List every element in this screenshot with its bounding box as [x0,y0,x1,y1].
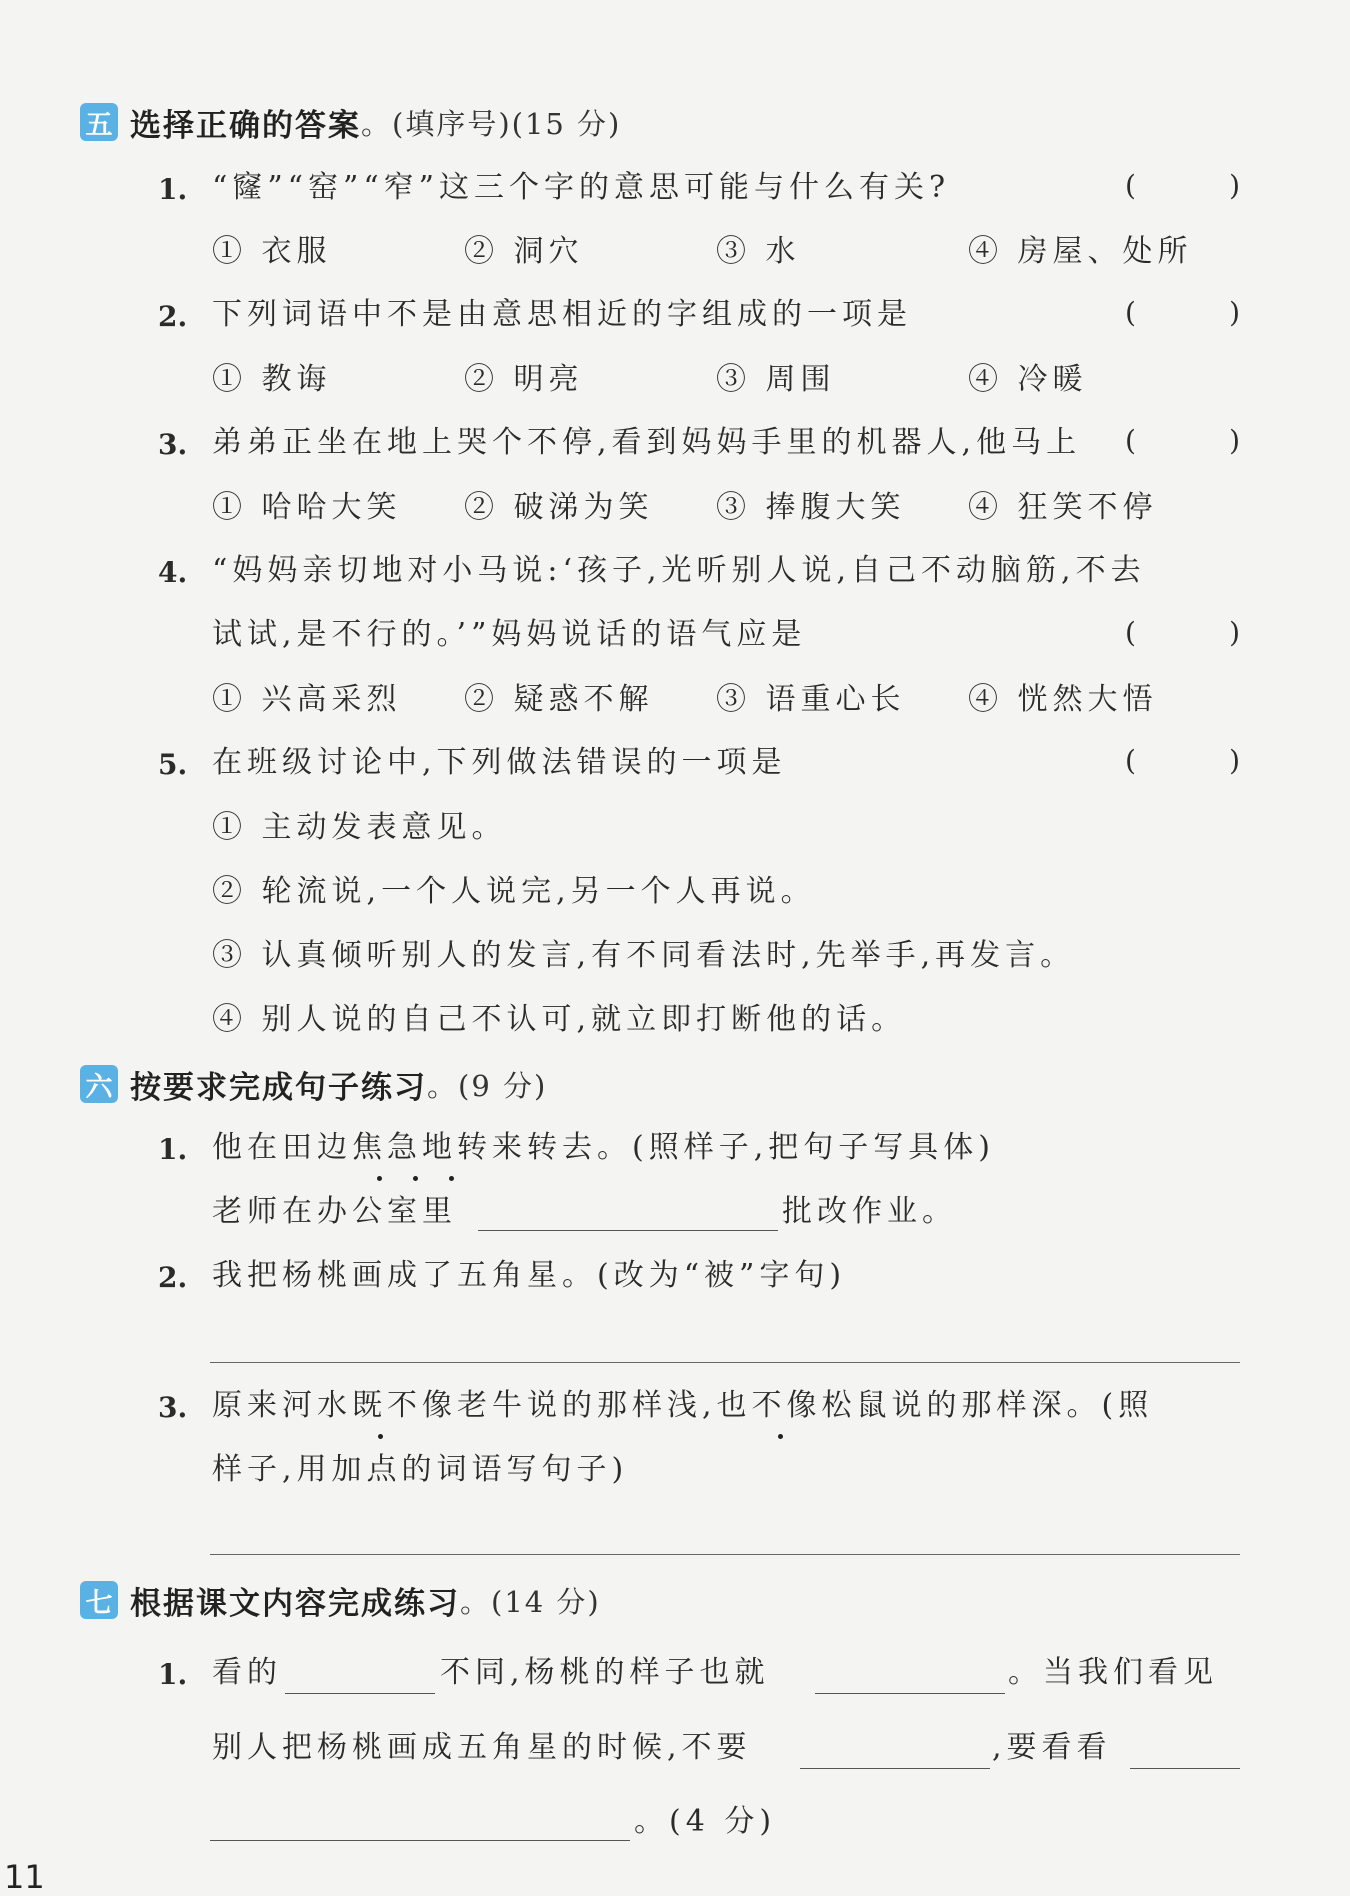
option: ① 哈哈大笑 [212,490,402,525]
option: ③ 认真倾听别人的发言,有不同看法时,先举手,再发言。 [212,938,1076,973]
question-number: 1. [158,173,188,206]
emphasis-dot [377,1176,382,1181]
section-title: 根据课文内容完成练习 [130,1585,460,1622]
section-title: 按要求完成句子练习 [130,1069,427,1106]
section-badge: 五 [80,103,118,141]
question-text: 。(4 分) [634,1804,777,1839]
question-text: 别人把杨桃画成五角星的时候,不要 [212,1730,752,1765]
question-text: 不同,杨桃的样子也就 [440,1655,770,1690]
question-text: ,要看看 [992,1730,1112,1765]
fill-blank[interactable] [210,1840,630,1841]
question-number: 1. [158,1658,188,1691]
answer-line[interactable] [210,1554,1240,1555]
fill-blank[interactable] [478,1230,778,1231]
answer-parentheses[interactable]: ( ) [1125,169,1240,202]
option: ② 轮流说,一个人说完,另一个人再说。 [212,874,816,909]
option: ① 主动发表意见。 [212,810,507,845]
option: ④ 狂笑不停 [968,490,1158,525]
section-score: 。(9 分) [427,1068,548,1103]
question-text: 试试,是不行的。’”妈妈说话的语气应是 [212,617,807,652]
option: ② 洞穴 [464,234,584,269]
answer-parentheses[interactable]: ( ) [1125,616,1240,649]
example-suffix: 批改作业。 [782,1194,957,1229]
option: ③ 周围 [716,362,836,397]
answer-parentheses[interactable]: ( ) [1125,424,1240,457]
question-text: 。当我们看见 [1008,1655,1218,1690]
fill-blank[interactable] [285,1693,435,1694]
option: ② 破涕为笑 [464,490,654,525]
option: ① 兴高采烈 [212,682,402,717]
question-number: 3. [158,1391,188,1424]
question-text: 他在田边焦急地转来转去。(照样子,把句子写具体) [212,1130,995,1165]
question-text: 在班级讨论中,下列做法错误的一项是 [212,745,787,780]
option: ③ 语重心长 [716,682,906,717]
fill-blank[interactable] [800,1768,990,1769]
answer-parentheses[interactable]: ( ) [1125,744,1240,777]
question-number: 2. [158,1261,188,1294]
option: ④ 房屋、处所 [968,234,1193,269]
section-6-header [80,1062,547,1106]
question-number: 5. [158,748,188,781]
option: ③ 捧腹大笑 [716,490,906,525]
question-text: 看的 [212,1655,282,1690]
section-title: 选择正确的答案 [130,107,361,144]
option: ① 衣服 [212,234,332,269]
section-score: 。(14 分) [460,1584,601,1619]
question-text: 下列词语中不是由意思相近的字组成的一项是 [212,297,912,332]
section-score: 。(填序号)(15 分) [361,106,622,141]
question-text: “妈妈亲切地对小马说:‘孩子,光听别人说,自己不动脑筋,不去 [212,553,1146,588]
option: ④ 恍然大悟 [968,682,1158,717]
emphasis-dot [378,1434,383,1439]
question-number: 4. [158,556,188,589]
option: ③ 水 [716,234,801,269]
question-number: 1. [158,1133,188,1166]
emphasis-dot [449,1176,454,1181]
question-text: 我把杨桃画成了五角星。(改为“被”字句) [212,1258,847,1293]
question-number: 3. [158,428,188,461]
answer-parentheses[interactable]: ( ) [1125,296,1240,329]
question-text: 原来河水既不像老牛说的那样浅,也不像松鼠说的那样深。(照 [212,1388,1154,1423]
option: ④ 冷暖 [968,362,1088,397]
fill-blank[interactable] [815,1693,1005,1694]
option: ④ 别人说的自己不认可,就立即打断他的话。 [212,1002,907,1037]
section-badge: 六 [80,1065,118,1103]
section-badge: 七 [80,1581,118,1619]
answer-line[interactable] [210,1362,1240,1363]
option: ② 明亮 [464,362,584,397]
question-text: “窿”“窑”“窄”这三个字的意思可能与什么有关? [212,170,951,205]
question-text: 样子,用加点的词语写句子) [212,1452,629,1487]
example-prefix: 老师在办公室里 [212,1194,457,1229]
option: ① 教诲 [212,362,332,397]
emphasis-dot [778,1434,783,1439]
question-text: 弟弟正坐在地上哭个不停,看到妈妈手里的机器人,他马上 [212,425,1082,460]
page-number: 11 [4,1858,45,1896]
option: ② 疑惑不解 [464,682,654,717]
fill-blank[interactable] [1130,1768,1240,1769]
emphasis-dot [413,1176,418,1181]
question-number: 2. [158,300,188,333]
section-5-header [80,100,621,144]
section-7-header [80,1578,601,1622]
